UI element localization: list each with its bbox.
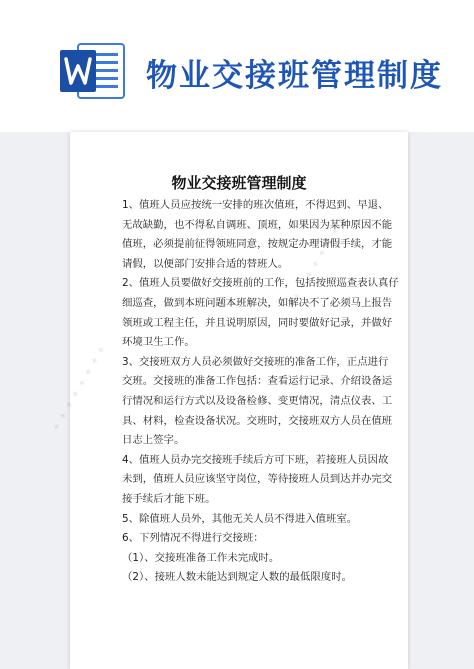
- text-line: 无故缺勤，也不得私自调班、顶班，如果因为某种原因不能: [122, 218, 393, 231]
- text-line: （1）、交接班准备工作未完成时。: [122, 551, 280, 564]
- text-line: 领班或工程主任，并且说明原因，同时要做好记录，并做好: [122, 316, 393, 329]
- watermark: ✦ ✦ ✦ ✦ ✦ ✦ ✦ ✦: [288, 212, 350, 305]
- header-title: 物业交接班管理制度: [146, 58, 443, 94]
- text-line: 3、交接班双方人员必须做好交接班的准备工作，正点进行: [122, 355, 389, 368]
- text-line: 6、下列情况不得进行交接班：: [122, 532, 264, 545]
- document-title: 物业交接班管理制度: [171, 174, 307, 192]
- document-page: [48, 132, 408, 669]
- word-doc-icon: [58, 40, 128, 102]
- text-line: 1、值班人员应按统一安排的班次值班，不得迟到、早退、: [122, 199, 389, 211]
- header-band: [0, 0, 474, 132]
- text-line: 交班。交接班的准备工作包括：查看运行记录、介绍设备运: [122, 375, 393, 388]
- text-line: 细巡查，做到本班问题本班解决，如解决不了必须马上报告: [122, 296, 393, 309]
- text-line: 行情况和运行方式以及设备检修、变更情况，清点仪表、工: [122, 394, 393, 407]
- text-line: 日志上签字。: [122, 434, 185, 447]
- document-body: [122, 196, 399, 588]
- text-line: 接手续后才能下班。: [122, 492, 216, 505]
- text-line: 5、除值班人员外，其他无关人员不得进入值班室。: [122, 512, 358, 525]
- text-line: 环境卫生工作。: [122, 336, 195, 349]
- text-line: 具、材料，检查设备状况。交班时，交接班双方人员在值班: [122, 414, 393, 427]
- text-line: （2）、接班人数未能达到规定人数的最低限度时。: [122, 571, 353, 584]
- text-line: 请假，以便部门安排合适的替班人。: [122, 257, 289, 270]
- text-line: 未到，值班人员应该坚守岗位，等待接班人员到达并办完交: [122, 473, 393, 486]
- text-line: 值班，必须提前征得领班同意，按规定办理请假手续，才能: [122, 238, 393, 251]
- text-line: 2、值班人员要做好交接班前的工作，包括按照巡查表认真仔: [122, 277, 399, 290]
- watermark: ✦ ✦ ✦ ✦ ✦ ✦ ✦ ✦: [48, 342, 110, 435]
- text-line: 4、值班人员办完交接班手续后方可下班，若接班人员因故: [122, 453, 389, 466]
